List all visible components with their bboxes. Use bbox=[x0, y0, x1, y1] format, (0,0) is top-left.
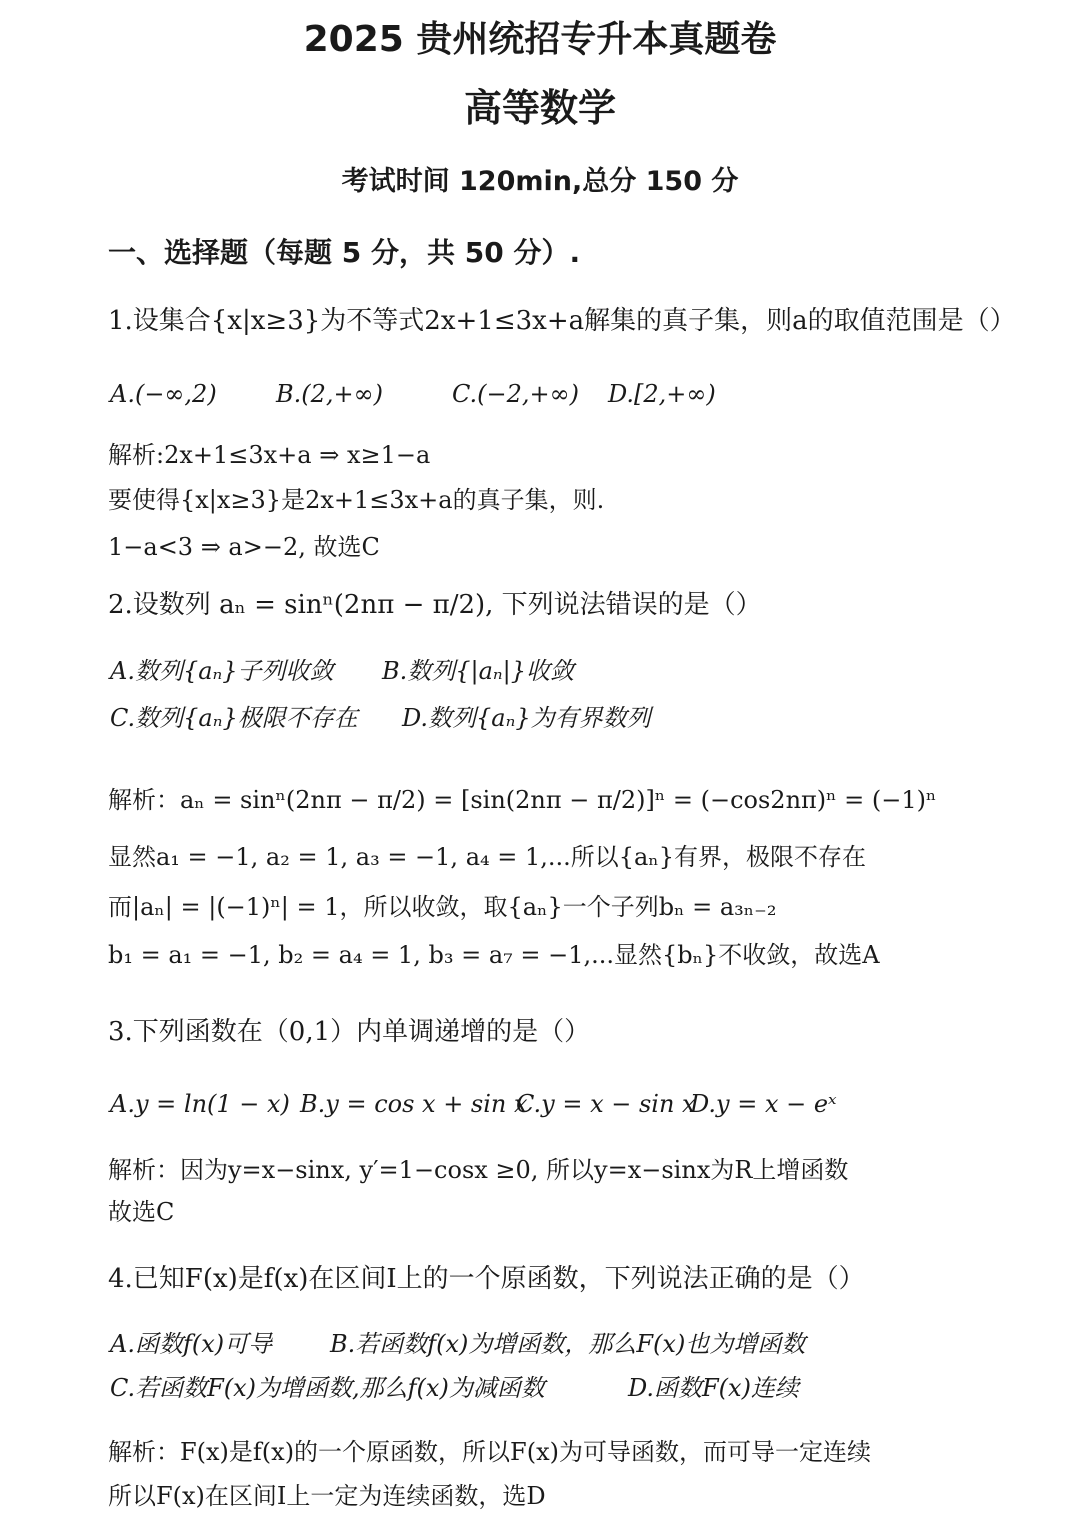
question-2-option-c: C.数列{aₙ}极限不存在 bbox=[110, 704, 358, 732]
question-4-option-d: D.函数F(x)连续 bbox=[628, 1374, 799, 1402]
question-3-stem: 3.下列函数在（0,1）内单调递增的是（） bbox=[108, 1017, 591, 1047]
question-1-stem: 1.设集合{x|x≥3}为不等式2x+1≤3x+a解集的真子集，则a的取值范围是（） bbox=[108, 306, 1016, 336]
question-1-option-b: B.(2,+∞) bbox=[276, 380, 383, 408]
exam-meta: 考试时间 120min,总分 150 分 bbox=[341, 166, 739, 197]
question-3-option-d: D.y = x − eˣ bbox=[690, 1090, 837, 1118]
question-3-option-a: A.y = ln(1 − x) bbox=[110, 1090, 290, 1118]
question-2-solution-line-1: 解析：aₙ = sinⁿ(2nπ − π/2) = [sin(2nπ − π/2)]ⁿ = (−cos2nπ)ⁿ = (−1)ⁿ bbox=[108, 786, 937, 814]
question-1-solution-line-1: 解析:2x+1≤3x+a ⇒ x≥1−a bbox=[108, 441, 431, 469]
question-2-stem: 2.设数列 aₙ = sinⁿ(2nπ − π/2), 下列说法错误的是（） bbox=[108, 590, 762, 620]
question-4-solution-line-1: 解析：F(x)是f(x)的一个原函数，所以F(x)为可导函数，而可导一定连续 bbox=[108, 1438, 871, 1466]
question-3-solution-line-1: 解析：因为y=x−sinx, y′=1−cosx ≥0, 所以y=x−sinx为R上增函数 bbox=[108, 1156, 849, 1184]
question-2-solution-line-2: 显然a₁ = −1, a₂ = 1, a₃ = −1, a₄ = 1,...所以{aₙ}有界，极限不存在 bbox=[108, 843, 867, 871]
exam-subject: 高等数学 bbox=[463, 86, 616, 130]
question-2-solution-line-3: 而|aₙ| = |(−1)ⁿ| = 1，所以收敛，取{aₙ}一个子列bₙ = a₃ₙ₋₂ bbox=[108, 893, 777, 921]
question-4-option-c: C.若函数F(x)为增函数,那么f(x)为减函数 bbox=[110, 1374, 545, 1402]
question-3-option-b: B.y = cos x + sin x bbox=[300, 1090, 528, 1118]
question-2-solution-line-4: b₁ = a₁ = −1, b₂ = a₄ = 1, b₃ = a₇ = −1,...显然{bₙ}不收敛，故选A bbox=[108, 941, 880, 969]
question-2-option-d: D.数列{aₙ}为有界数列 bbox=[402, 704, 651, 732]
question-1-option-d: D.[2,+∞) bbox=[608, 380, 716, 408]
question-4-stem: 4.已知F(x)是f(x)在区间I上的一个原函数，下列说法正确的是（） bbox=[108, 1264, 865, 1294]
question-4-solution-line-2: 所以F(x)在区间I上一定为连续函数，选D bbox=[108, 1482, 546, 1510]
question-3-solution-line-2: 故选C bbox=[108, 1198, 175, 1226]
question-1-solution-line-3: 1−a<3 ⇒ a>−2, 故选C bbox=[108, 533, 380, 561]
exam-title: 2025 贵州统招专升本真题卷 bbox=[303, 19, 777, 60]
question-1-option-c: C.(−2,+∞) bbox=[452, 380, 579, 408]
question-1-option-a: A.(−∞,2) bbox=[110, 380, 217, 408]
question-4-option-b: B.若函数f(x)为增函数，那么F(x)也为增函数 bbox=[330, 1330, 806, 1358]
question-1-solution-line-2: 要使得{x|x≥3}是2x+1≤3x+a的真子集，则. bbox=[108, 486, 605, 514]
question-3-option-c: C.y = x − sin x bbox=[516, 1090, 696, 1118]
question-2-option-a: A.数列{aₙ}子列收敛 bbox=[110, 657, 334, 685]
question-2-option-b: B.数列{|aₙ|}收敛 bbox=[382, 657, 575, 685]
section-heading: 一、选择题（每题 5 分，共 50 分）. bbox=[108, 236, 581, 269]
question-4-option-a: A.函数f(x)可导 bbox=[110, 1330, 273, 1358]
